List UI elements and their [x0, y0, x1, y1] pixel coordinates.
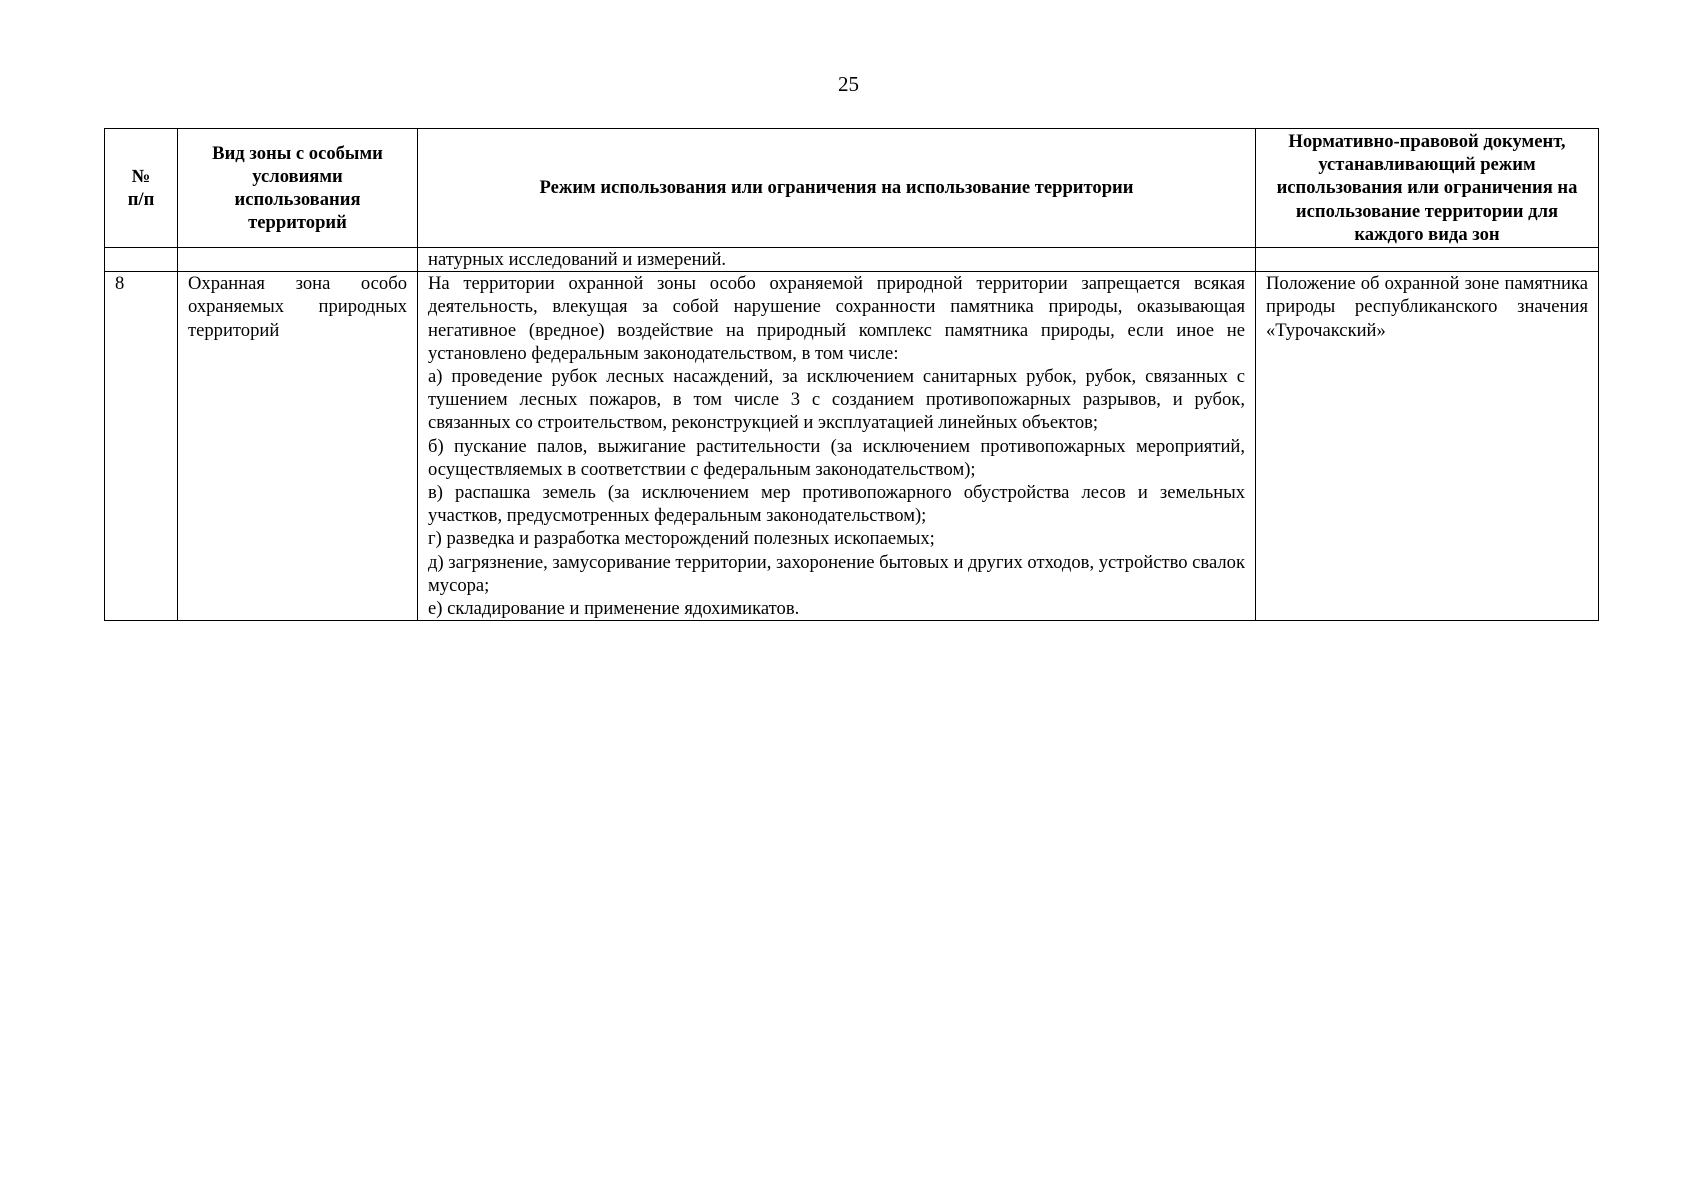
- cell-num: 8: [105, 272, 178, 621]
- table-row: [105, 272, 1599, 621]
- table-row-continuation: [105, 248, 1599, 272]
- cell-zone-kind: Охранная зона особо охраняемых природных территорий: [178, 272, 418, 621]
- cell-num: [105, 248, 178, 272]
- cell-document: Положение об охранной зоне памятника природы республиканского значения «Турочакский»: [1256, 272, 1599, 621]
- table-header-row: [105, 129, 1599, 248]
- regime-intro: На территории охранной зоны особо охраняемой природной территории запрещается всякая деятельность, влекущая за собой нарушение сохранности памятника природы, оказывающая негативное (вредное) воздействие на природный комплекс памятника природы, если иное не установлено федеральным законодательством, в том числе:: [428, 273, 1245, 364]
- page-number: 25: [838, 72, 859, 96]
- regime-item: е) складирование и применение ядохимикатов.: [428, 598, 800, 620]
- header-num: № п/п: [105, 129, 178, 248]
- regime-item: д) загрязнение, замусоривание территории, захоронение бытовых и других отходов, устройство свалок мусора;: [428, 551, 1245, 596]
- regime-item: в) распашка земель (за исключением мер противопожарного обустройства лесов и земельных участков, предусмотренных федеральным законодательством);: [428, 482, 1245, 527]
- regime-item: б) пускание палов, выжигание растительности (за исключением противопожарных мероприятий, осуществляемых в соответствии с федеральным законодательством);: [428, 435, 1245, 480]
- cell-regime: натурных исследований и измерений.: [418, 248, 1256, 272]
- header-zone-kind: Вид зоны с особыми условиями использования территорий: [178, 129, 418, 248]
- cell-regime: [418, 272, 1256, 621]
- header-document: Нормативно-правовой документ, устанавливающий режим использования или ограничения на использование территории для каждого вида зон: [1256, 129, 1599, 248]
- regime-item: г) разведка и разработка месторождений полезных ископаемых;: [428, 528, 935, 550]
- header-regime: Режим использования или ограничения на использование территории: [418, 129, 1256, 248]
- regime-item: а) проведение рубок лесных насаждений, за исключением санитарных рубок, рубок, связанных с тушением лесных пожаров, в том числе 3 с созданием противопожарных разрывов, и рубок, связанных со строительством, реконструкцией и эксплуатацией линейных объектов;: [428, 366, 1245, 434]
- zone-regime-table: [104, 128, 1599, 621]
- cell-zone-kind: [178, 248, 418, 272]
- cell-document: [1256, 248, 1599, 272]
